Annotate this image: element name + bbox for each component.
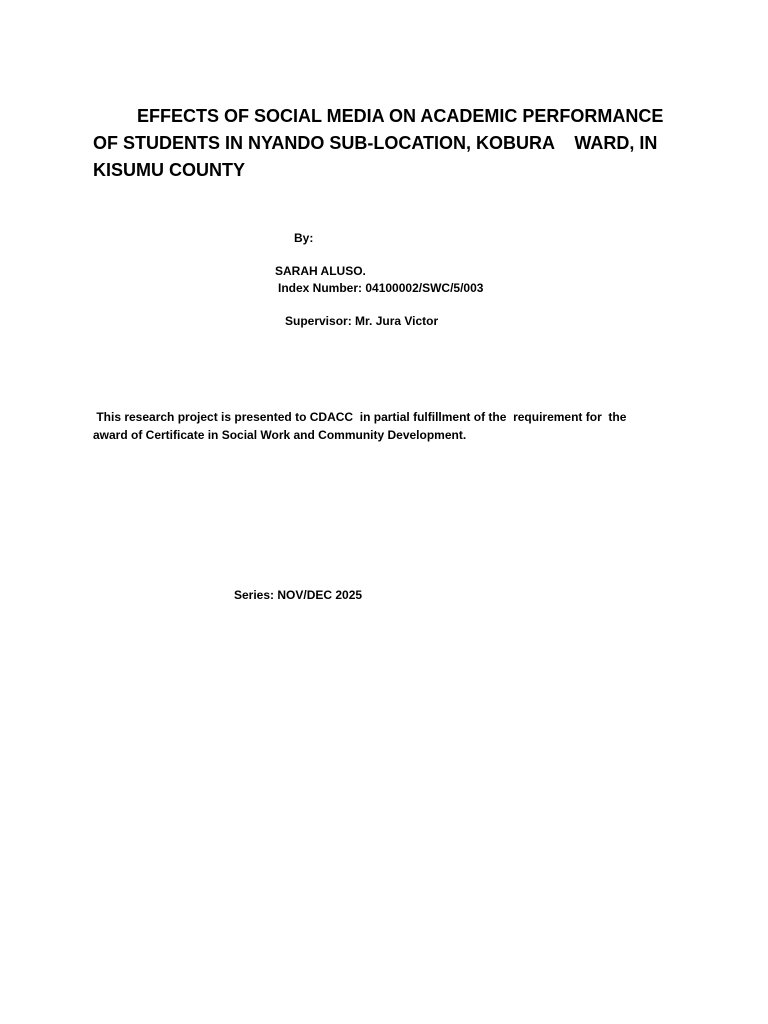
statement-line-2: award of Certificate in Social Work and Community Development.: [93, 428, 467, 442]
title-line-1: EFFECTS OF SOCIAL MEDIA ON ACADEMIC PERFORMANCE: [137, 106, 664, 126]
index-number: Index Number: 04100002/SWC/5/003: [278, 281, 484, 295]
statement-line-1: This research project is presented to CDACC in partial fulfillment of the requirement for the: [93, 410, 627, 424]
author-name: SARAH ALUSO.: [275, 264, 366, 278]
document-title: [93, 103, 693, 184]
exam-series: Series: NOV/DEC 2025: [234, 588, 363, 602]
submission-statement: [93, 408, 673, 444]
supervisor-name: Supervisor: Mr. Jura Victor: [285, 314, 439, 328]
by-label: By:: [294, 231, 314, 245]
title-line-2: OF STUDENTS IN NYANDO SUB-LOCATION, KOBURA WARD, IN: [93, 133, 658, 153]
title-line-3: KISUMU COUNTY: [93, 160, 245, 180]
